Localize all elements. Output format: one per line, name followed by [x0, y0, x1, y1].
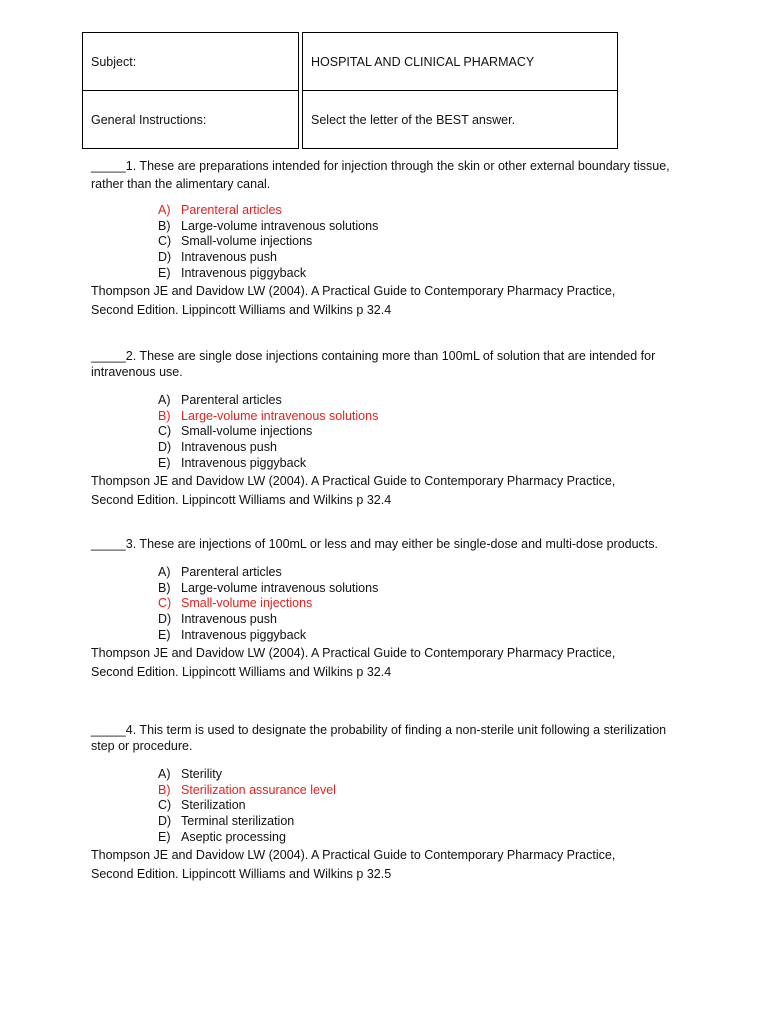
reference-line-2: Second Edition. Lippincott Williams and Wilkins p 32.5 [91, 866, 392, 881]
reference-line-1: Thompson JE and Davidow LW (2004). A Practical Guide to Contemporary Pharmacy Practice, [91, 645, 616, 660]
option-text: Intravenous piggyback [181, 265, 307, 280]
option-letter: E) [158, 627, 171, 642]
option-letter: B) [158, 782, 171, 797]
option-text: Intravenous push [181, 612, 277, 627]
option-text: Intravenous piggyback [181, 627, 307, 642]
reference-line-1: Thompson JE and Davidow LW (2004). A Practical Guide to Contemporary Pharmacy Practice, [91, 473, 616, 488]
option-text: Aseptic processing [181, 829, 286, 844]
option-text: Sterilization [181, 798, 246, 813]
option-text: Intravenous push [181, 250, 277, 265]
question-3 [91, 536, 681, 682]
option-letter: C) [158, 234, 172, 249]
option-list [158, 203, 681, 282]
option-letter: D) [158, 440, 172, 455]
option-text: Terminal sterilization [181, 814, 295, 829]
option-c [158, 234, 681, 250]
option-text: Sterilization assurance level [181, 782, 336, 797]
reference-line-2: Second Edition. Lippincott Williams and Wilkins p 32.4 [91, 302, 392, 317]
option-letter: B) [158, 408, 171, 423]
option-a [158, 565, 681, 581]
reference [91, 846, 681, 884]
option-text: Small-volume injections [181, 234, 313, 249]
question-4 [91, 722, 681, 884]
subject-row [83, 33, 618, 91]
option-d [158, 440, 681, 456]
option-letter: E) [158, 829, 171, 844]
question-stem: _____3. These are injections of 100mL or less and may either be single-dose and multi-dose products. [91, 537, 658, 551]
option-letter: B) [158, 580, 171, 595]
option-letter: A) [158, 565, 171, 579]
reference-line-2: Second Edition. Lippincott Williams and Wilkins p 32.4 [91, 664, 392, 679]
instructions-row [83, 91, 618, 149]
header-table [82, 32, 618, 149]
reference [91, 644, 681, 682]
option-text: Parenteral articles [181, 393, 282, 407]
option-text: Large-volume intravenous solutions [181, 218, 379, 233]
question-1 [91, 157, 681, 320]
reference [91, 472, 681, 510]
option-text: Large-volume intravenous solutions [181, 580, 379, 595]
option-text: Small-volume injections [181, 596, 313, 611]
subject-label: Subject: [83, 33, 299, 91]
option-letter: C) [158, 596, 172, 611]
option-e [158, 830, 681, 846]
option-b [158, 409, 681, 425]
option-list [158, 393, 681, 472]
question-stem: _____2. These are single dose injections containing more than 100mL of solution that are intended for intravenous use. [91, 349, 656, 379]
option-c [158, 596, 681, 612]
option-c [158, 798, 681, 814]
option-letter: A) [158, 767, 171, 781]
option-e [158, 456, 681, 472]
option-letter: A) [158, 393, 171, 407]
option-letter: D) [158, 612, 172, 627]
option-letter: C) [158, 424, 172, 439]
option-text: Sterility [181, 767, 222, 781]
option-letter: D) [158, 814, 172, 829]
option-letter: C) [158, 798, 172, 813]
option-b [158, 219, 681, 235]
instructions-label: General Instructions: [83, 91, 299, 149]
option-text: Intravenous push [181, 440, 277, 455]
option-list [158, 767, 681, 846]
option-text: Intravenous piggyback [181, 455, 307, 470]
option-d [158, 250, 681, 266]
instructions-value: Select the letter of the BEST answer. [303, 91, 618, 149]
option-text: Small-volume injections [181, 424, 313, 439]
option-a [158, 393, 681, 409]
option-d [158, 814, 681, 830]
option-list [158, 565, 681, 644]
option-letter: D) [158, 250, 172, 265]
option-e [158, 628, 681, 644]
option-a [158, 767, 681, 783]
reference-line-1: Thompson JE and Davidow LW (2004). A Practical Guide to Contemporary Pharmacy Practice, [91, 847, 616, 862]
reference [91, 282, 681, 320]
option-text: Parenteral articles [181, 565, 282, 579]
option-a [158, 203, 681, 219]
option-b [158, 581, 681, 597]
option-b [158, 783, 681, 799]
option-c [158, 424, 681, 440]
option-letter: E) [158, 265, 171, 280]
reference-line-1: Thompson JE and Davidow LW (2004). A Practical Guide to Contemporary Pharmacy Practice, [91, 283, 616, 298]
option-text: Parenteral articles [181, 203, 282, 217]
subject-value: HOSPITAL AND CLINICAL PHARMACY [303, 33, 618, 91]
option-letter: B) [158, 218, 171, 233]
question-stem: _____4. This term is used to designate the probability of finding a non-sterile unit following a sterilization step or procedure. [91, 723, 667, 753]
question-2 [91, 348, 681, 510]
reference-line-2: Second Edition. Lippincott Williams and Wilkins p 32.4 [91, 492, 392, 507]
option-d [158, 612, 681, 628]
option-text: Large-volume intravenous solutions [181, 408, 379, 423]
option-e [158, 266, 681, 282]
option-letter: A) [158, 203, 171, 217]
option-letter: E) [158, 455, 171, 470]
question-stem: _____1. These are preparations intended for injection through the skin or other external boundary tissue, rather than the alimentary canal. [91, 159, 670, 191]
